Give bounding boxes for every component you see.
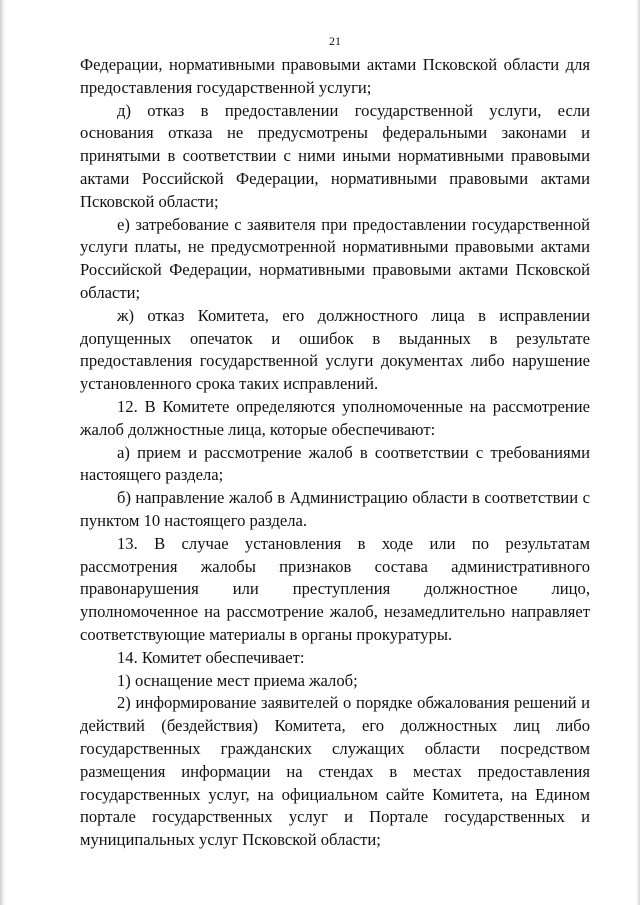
paragraph-clause-13: 13. В случае установления в ходе или по результатам рассмотрения жалобы признаков состава административного правонарушения или преступления должностное лицо, уполномоченное на рассмотрение жалоб, незамедлительно направляет соответствующие материалы в органы прокуратуры. <box>80 533 590 644</box>
paragraph-item-b: б) направление жалоб в Администрацию области в соответствии с пунктом 10 настоящего раздела. <box>80 488 590 530</box>
paragraph-continuation: Федерации, нормативными правовыми актами Псковской области для предоставления государственной услуги; <box>80 55 590 97</box>
document-page <box>80 34 590 852</box>
paragraph-clause-14: 14. Комитет обеспечивает: <box>117 647 305 667</box>
scan-edge-right <box>635 0 640 905</box>
paragraph-clause-12: 12. В Комитете определяются уполномоченные на рассмотрение жалоб должностные лица, которые обеспечивают: <box>80 396 590 439</box>
page-number: 21 <box>329 34 341 48</box>
paragraph-item-e: е) затребование с заявителя при предоставлении государственной услуги платы, не предусмотренной нормативными правовыми актами Российской Федерации, нормативными правовыми актами Псковской области; <box>80 214 590 302</box>
paragraph-item-a: а) прием и рассмотрение жалоб в соответствии с требованиями настоящего раздела; <box>80 442 590 485</box>
paragraph-item-2: 2) информирование заявителей о порядке обжалования решений и действий (бездействия) Комитета, его должностных лиц либо государственных гражданских служащих области посредством размещения информации на стендах в местах предоставления государственных услуг, на официальном сайте Комитета, на Едином портале государственных услуг и Портале государственных и муниципальных услуг Псковской области; <box>80 693 590 850</box>
paragraph-item-d: д) отказ в предоставлении государственной услуги, если основания отказа не предусмотрены федеральными законами и принятыми в соответствии с ними иными нормативными правовыми актами Российской Федерации, нормативными правовыми актами Псковской области; <box>80 100 590 211</box>
paragraph-item-zh: ж) отказ Комитета, его должностного лица в исправлении допущенных опечаток и ошибок в выданных в результате предоставления государственной услуги документах либо нарушение установленного срока таких исправлений. <box>80 305 590 394</box>
scan-edge-left <box>0 0 6 905</box>
paragraph-item-1: 1) оснащение мест приема жалоб; <box>117 670 358 690</box>
